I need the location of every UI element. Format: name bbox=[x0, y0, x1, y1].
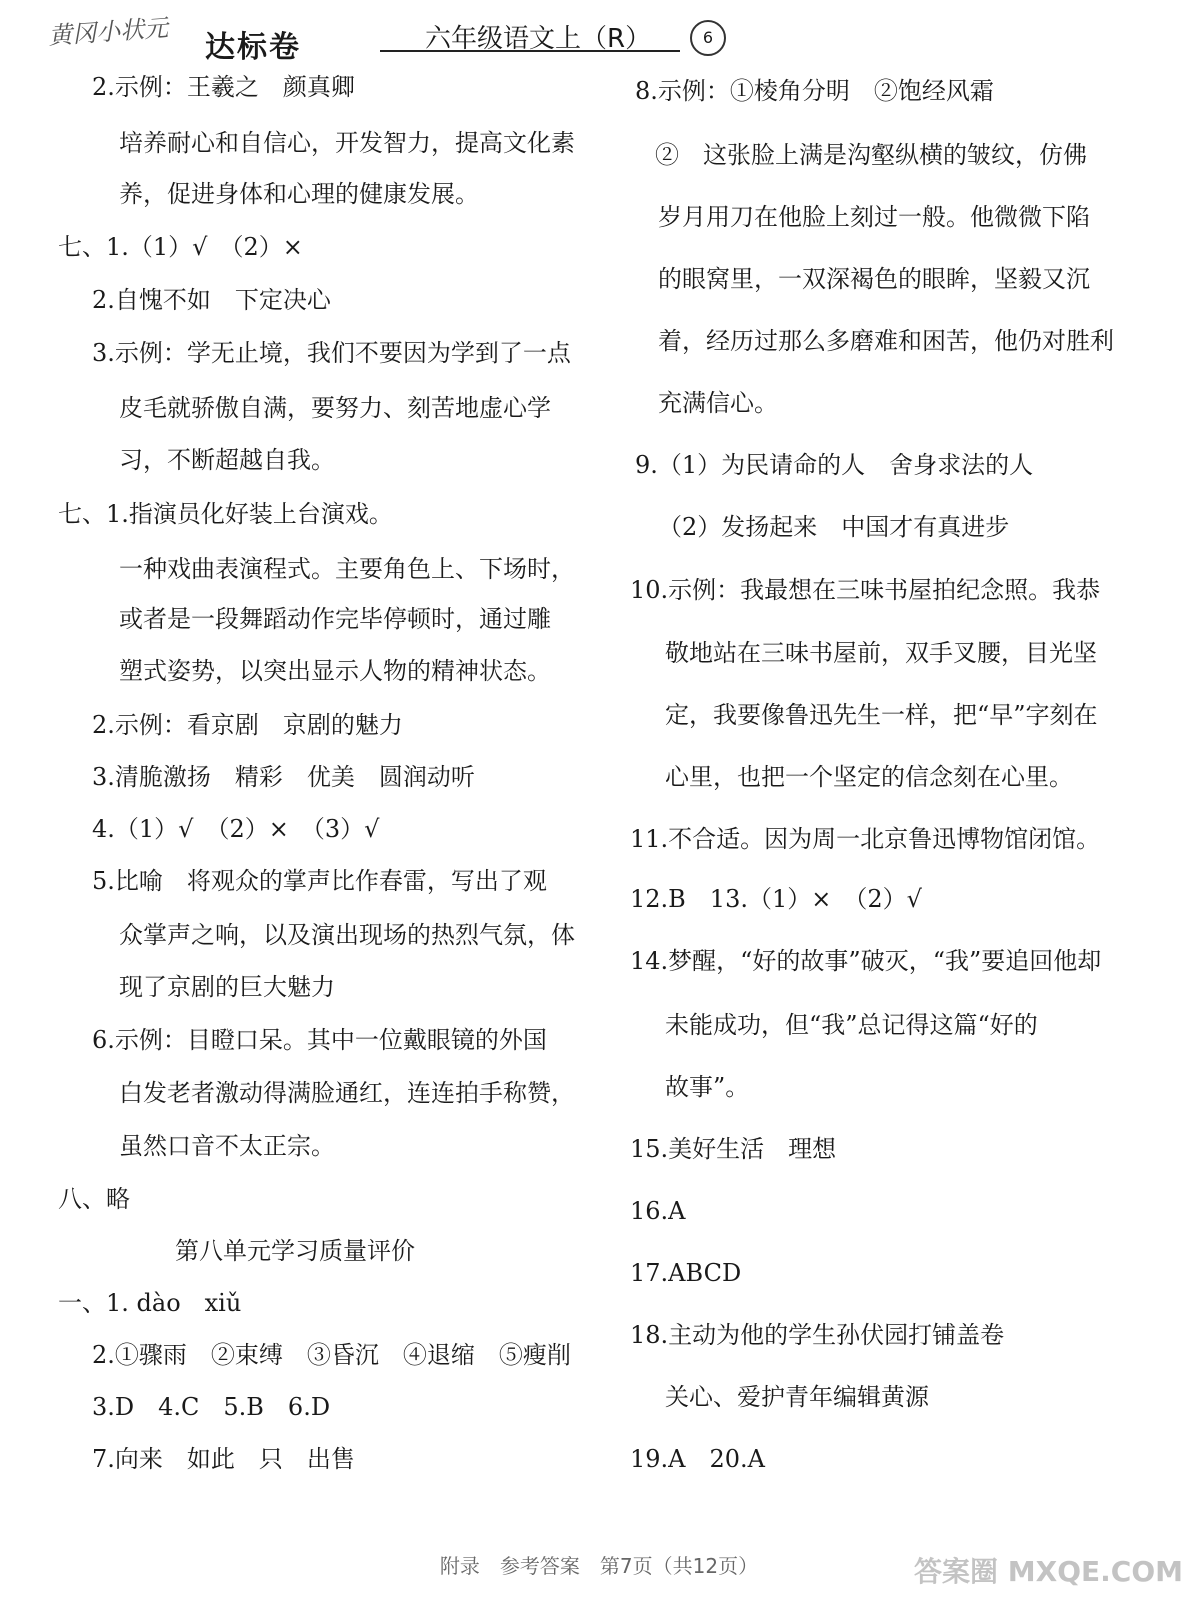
answer-line: 关心、爱护青年编辑黄源 bbox=[665, 1383, 929, 1411]
answer-line: （2）发扬起来 中国才有真进步 bbox=[658, 513, 1010, 541]
answer-line: 七、1.指演员化好装上台演戏。 bbox=[58, 500, 393, 528]
answer-line: 习，不断超越自我。 bbox=[119, 446, 335, 474]
answer-line: 18.主动为他的学生孙伏园打铺盖卷 bbox=[630, 1321, 1005, 1349]
answer-line: 的眼窝里，一双深褐色的眼眸，坚毅又沉 bbox=[658, 265, 1090, 293]
answer-line: 2.自愧不如 下定决心 bbox=[92, 286, 331, 314]
answer-line: 12.B 13.（1）× （2）√ bbox=[630, 885, 922, 913]
grade-subject-title: 六年级语文上（R） bbox=[425, 24, 652, 54]
answer-line: 3.D 4.C 5.B 6.D bbox=[92, 1393, 331, 1421]
answer-line: 着，经历过那么多磨难和困苦，他仍对胜利 bbox=[658, 327, 1114, 355]
brand-label: 黄冈小状元 bbox=[47, 13, 170, 51]
answer-line: 心里，也把一个坚定的信念刻在心里。 bbox=[665, 763, 1073, 791]
watermark: 答案圈 MXQE.COM bbox=[914, 1555, 1183, 1588]
answer-line: 养，促进身体和心理的健康发展。 bbox=[119, 180, 479, 208]
answer-line: 7.向来 如此 只 出售 bbox=[92, 1445, 355, 1473]
answer-line: 塑式姿势，以突出显示人物的精神状态。 bbox=[119, 657, 551, 685]
answer-line: 8.示例：①棱角分明 ②饱经风霜 bbox=[635, 77, 994, 105]
answer-line: 10.示例：我最想在三味书屋拍纪念照。我恭 bbox=[630, 576, 1101, 604]
answer-line: 充满信心。 bbox=[658, 389, 778, 417]
corner-badge: 6 bbox=[690, 20, 726, 56]
answer-line: 15.美好生活 理想 bbox=[630, 1135, 837, 1163]
answer-line: 一种戏曲表演程式。主要角色上、下场时， bbox=[119, 555, 575, 583]
answer-line: 八、略 bbox=[58, 1185, 130, 1213]
answer-line: 七、1.（1）√ （2）× bbox=[58, 233, 303, 261]
answer-line: 2.示例：王羲之 颜真卿 bbox=[92, 73, 355, 101]
answer-line: 9.（1）为民请命的人 舍身求法的人 bbox=[635, 451, 1034, 479]
answer-line: 16.A bbox=[630, 1197, 686, 1225]
answer-line: 3.示例：学无止境，我们不要因为学到了一点 bbox=[92, 339, 571, 367]
answer-line: 14.梦醒，“好的故事”破灭，“我”要追回他却 bbox=[630, 947, 1102, 975]
exam-kind-title: 达标卷 bbox=[205, 30, 301, 65]
answer-line: 4.（1）√ （2）× （3）√ bbox=[92, 815, 380, 843]
answer-line: 众掌声之响，以及演出现场的热烈气氛，体 bbox=[119, 921, 575, 949]
answer-line: 虽然口音不太正宗。 bbox=[119, 1132, 335, 1160]
answer-line: 3.清脆激扬 精彩 优美 圆润动听 bbox=[92, 763, 475, 791]
answer-line: ② 这张脸上满是沟壑纵横的皱纹，仿佛 bbox=[655, 141, 1087, 169]
page-header bbox=[0, 0, 1198, 70]
answer-line: 故事”。 bbox=[665, 1073, 750, 1101]
answer-line: 5.比喻 将观众的掌声比作春雷，写出了观 bbox=[92, 867, 547, 895]
answer-line: 或者是一段舞蹈动作完毕停顿时，通过雕 bbox=[119, 605, 551, 633]
answer-line: 定，我要像鲁迅先生一样，把“早”字刻在 bbox=[665, 701, 1098, 729]
answer-line: 2.示例：看京剧 京剧的魅力 bbox=[92, 711, 403, 739]
answer-line: 敬地站在三味书屋前，双手叉腰，目光坚 bbox=[665, 639, 1097, 667]
answer-line: 6.示例：目瞪口呆。其中一位戴眼镜的外国 bbox=[92, 1026, 547, 1054]
page-footer: 附录 参考答案 第7页（共12页） bbox=[439, 1554, 759, 1578]
section-title: 第八单元学习质量评价 bbox=[175, 1237, 415, 1265]
answer-line: 2.①骤雨 ②束缚 ③昏沉 ④退缩 ⑤瘦削 bbox=[92, 1341, 571, 1369]
answer-line: 现了京剧的巨大魅力 bbox=[119, 973, 335, 1001]
answer-line: 白发老者激动得满脸通红，连连拍手称赞， bbox=[119, 1079, 575, 1107]
answer-line: 11.不合适。因为周一北京鲁迅博物馆闭馆。 bbox=[630, 825, 1101, 853]
answer-line: 皮毛就骄傲自满，要努力、刻苦地虚心学 bbox=[119, 394, 551, 422]
answer-line: 17.ABCD bbox=[630, 1259, 742, 1287]
answer-line: 未能成功，但“我”总记得这篇“好的 bbox=[665, 1011, 1038, 1039]
answer-line: 岁月用刀在他脸上刻过一般。他微微下陷 bbox=[658, 203, 1090, 231]
answer-line: 19.A 20.A bbox=[630, 1445, 765, 1473]
answer-line: 一、1. dào xiǔ bbox=[58, 1289, 242, 1317]
answer-line: 培养耐心和自信心，开发智力，提高文化素 bbox=[119, 129, 575, 157]
